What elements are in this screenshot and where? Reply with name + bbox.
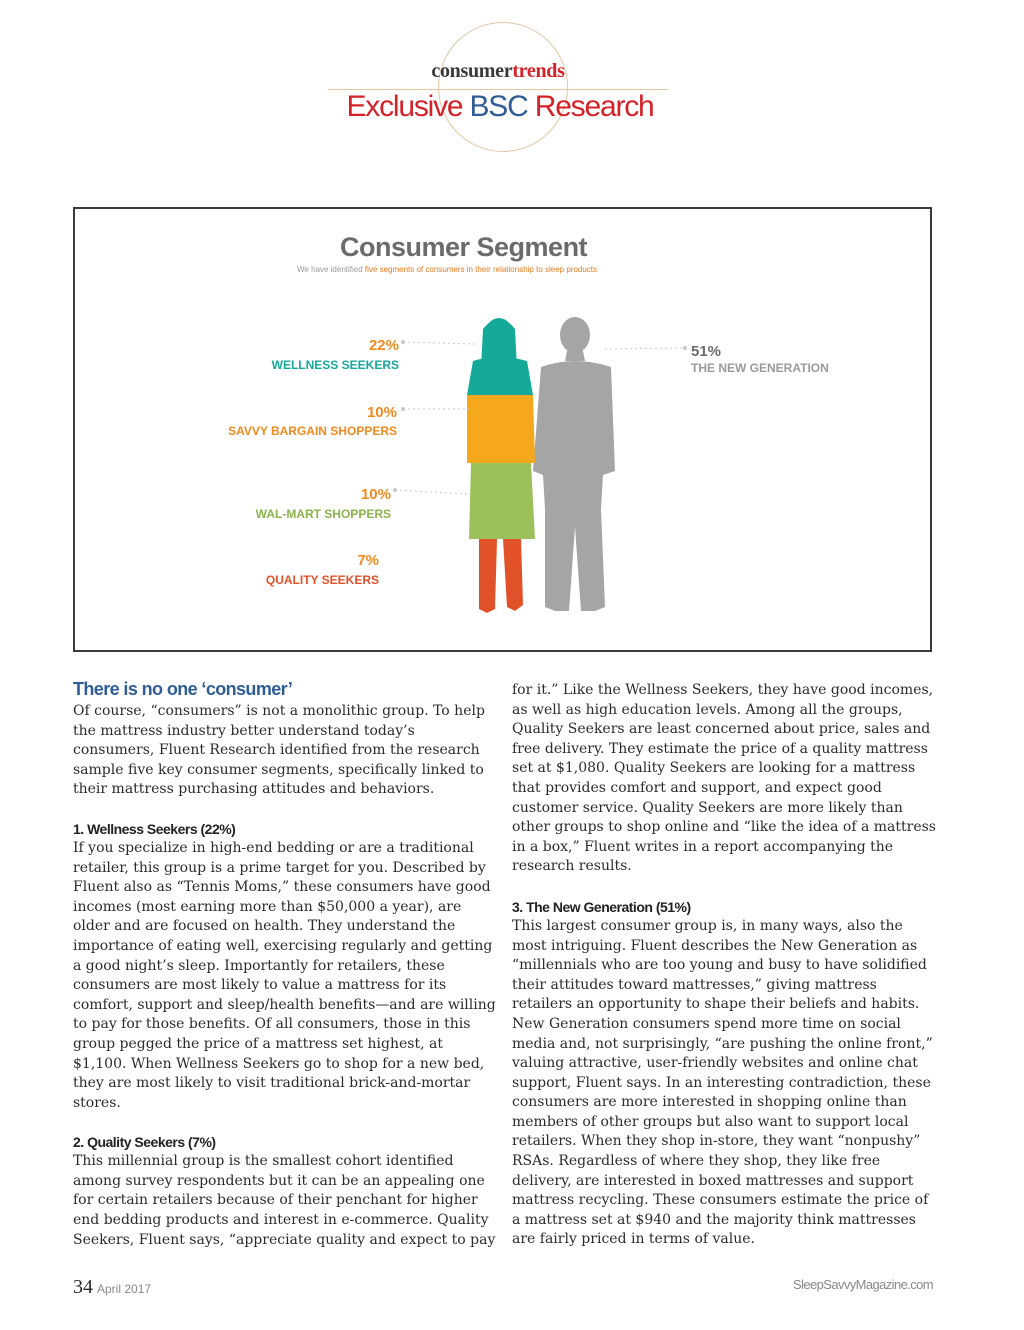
- magazine-website: SleepSavvyMagazine.com: [793, 1277, 933, 1292]
- segment-pct-quality: 7%: [357, 552, 379, 569]
- segment-label-wellness: WELLNESS SEEKERS: [271, 358, 399, 372]
- paragraph-wellness-seekers: If you specialize in high-end bedding or are a traditional retailer, this group is a prime target for you. Described by Fluent also as “Tennis Moms,” these consumers have good incomes (most earning more than $50,000 a year), are older and are focused on health. They understand the importance of eating well, exercising regularly and getting a good night’s sleep. Importantly for retailers, these consumers are most likely to value a mattress for its comfort, support and sleep/health benefits—and are willing to pay for those benefits. Of all consumers, those in this group pegged the price of a mattress set highest, at $1,100. When Wellness Seekers go to shop for a new bed, they are most likely to visit traditional brick-and-mortar stores.: [73, 839, 496, 1111]
- segment-pct-wellness: 22%: [368, 337, 399, 354]
- segment-label-savvy: SAVVY BARGAIN SHOPPERS: [228, 424, 397, 438]
- segment-label-walmart: WAL-MART SHOPPERS: [255, 507, 391, 521]
- title-research: Research: [527, 90, 654, 123]
- man-silhouette: [533, 317, 615, 611]
- title-exclusive: Exclusive: [346, 90, 470, 123]
- infographic-title: Consumer Segment: [340, 232, 588, 262]
- segment-pct-savvy: 10%: [366, 404, 397, 421]
- subheading-new-generation: 3. The New Generation (51%): [512, 898, 691, 915]
- article-column-left: [73, 677, 498, 1250]
- infographic-subtitle-b: five segments of consumers in their relationship to sleep products: [364, 265, 598, 274]
- section-kicker: [328, 60, 668, 83]
- paragraph-new-generation: This largest consumer group is, in many ways, also the most intriguing. Fluent describes the New Generation as “millennials who are too young and busy to have solidified their attitudes toward mattresses,” giving mattress retailers an opportunity to shape their beliefs and habits. New Generation consumers spend more time on social media and, not surprisingly, “are pushing the online front,” valuing attractive, user-friendly websites and online chat support, Fluent says. In an interesting contradiction, these consumers are more interested in shopping online than members of other groups but also want to support local retailers. When they shop in-store, they want “nonpushy” RSAs. Regardless of where they shop, they like free delivery, are interested in boxed mattresses and support mattress recycling. These consumers estimate the price of a mattress set at $940 and the majority think mattresses are fairly priced in terms of value.: [512, 917, 933, 1248]
- page-footer-left: [73, 1276, 151, 1299]
- page-header: [0, 0, 1024, 160]
- infographic-svg: [75, 209, 930, 650]
- segment-label-newgen: THE NEW GENERATION: [691, 361, 829, 375]
- consumer-segment-infographic: [73, 207, 932, 652]
- connector-dot: [683, 346, 687, 350]
- woman-silhouette: [467, 318, 535, 613]
- title-bsc: BSC: [469, 90, 528, 123]
- subheading-quality-seekers: 2. Quality Seekers (7%): [73, 1134, 216, 1151]
- section-title: [290, 90, 710, 124]
- kicker-trends: trends: [512, 60, 565, 82]
- article-heading: There is no one ‘consumer’: [73, 679, 293, 699]
- header-circle-ornament: [438, 22, 568, 152]
- connector-dot: [401, 340, 405, 344]
- segment-pct-newgen: 51%: [691, 343, 722, 360]
- page-number: 34: [73, 1276, 93, 1298]
- paragraph-quality-seekers-part2: for it.” Like the Wellness Seekers, they have good incomes, as well as high education levels. Among all the groups, Quality Seekers are least concerned about price, sales and free delivery. They estimate the price of a quality mattress set at $1,080. Quality Seekers are looking for a mattress that provides comfort and support, and expect good customer service. Quality Seekers are more likely than other groups to shop online and “like the idea of a mattress in a box,” Fluent writes in a report accompanying the research results.: [512, 682, 936, 875]
- issue-date: April 2017: [97, 1282, 152, 1296]
- infographic-subtitle: [297, 265, 597, 274]
- paragraph-quality-seekers-part1: This millennial group is the smallest cohort identified among survey respondents but it can be an appealing one for certain retailers because of their penchant for higher end bedding products and interest in e-commerce. Quality Seekers, Fluent says, “appreciate quality and expect to pay: [73, 1153, 496, 1248]
- connector-dot: [393, 488, 397, 492]
- infographic-subtitle-a: We have identified: [297, 265, 365, 274]
- connector-dot: [401, 407, 405, 411]
- subheading-wellness-seekers: 1. Wellness Seekers (22%): [73, 820, 236, 837]
- article-column-right: [512, 681, 937, 1250]
- segment-label-quality: QUALITY SEEKERS: [265, 573, 379, 587]
- segment-pct-walmart: 10%: [360, 486, 391, 503]
- kicker-consumer: consumer: [431, 60, 513, 82]
- article-intro: Of course, “consumers” is not a monolithic group. To help the mattress industry better understand today’s consumers, Fluent Research identified from the research sample five key consumer segments, specifically linked to their mattress purchasing attitudes and behaviors.: [73, 703, 485, 798]
